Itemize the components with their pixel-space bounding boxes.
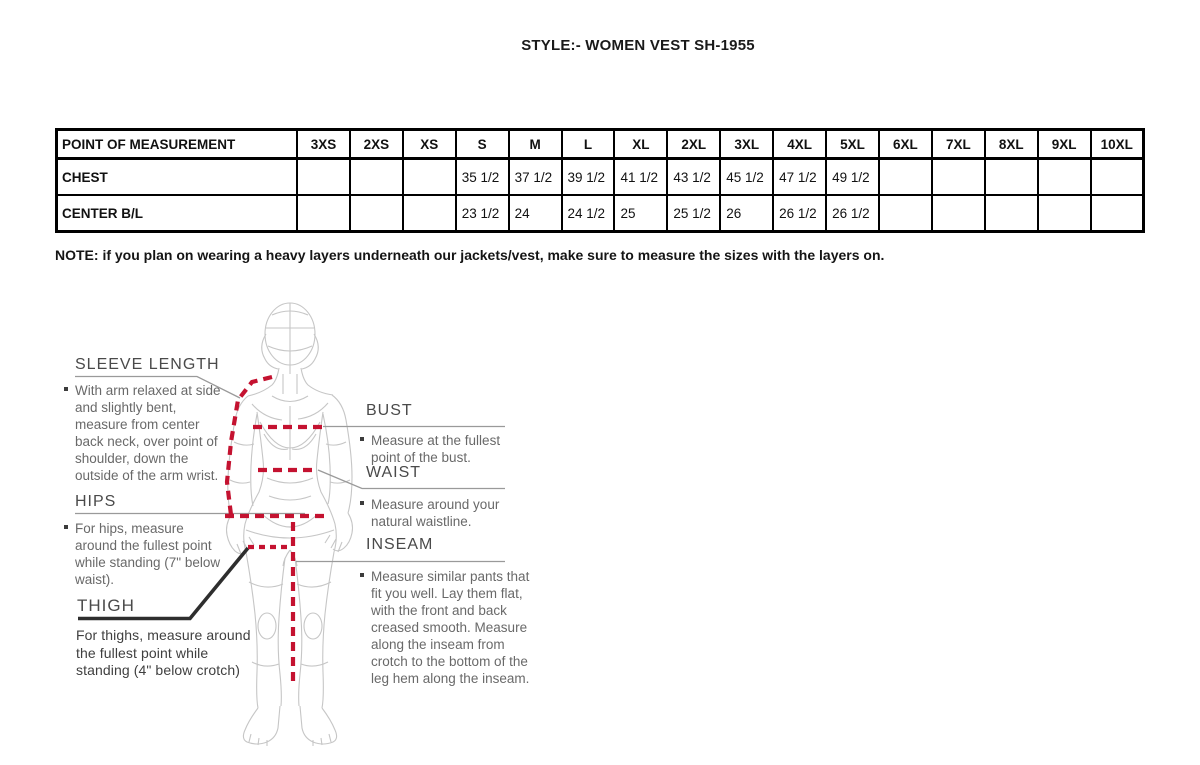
size-column-header: 5XL <box>826 130 879 159</box>
size-value-cell: 43 1/2 <box>667 159 720 196</box>
layers-note: NOTE: if you plan on wearing a heavy layers underneath our jackets/vest, make sure to measure the sizes with the layers on. <box>55 247 885 263</box>
size-column-header: 3XL <box>720 130 773 159</box>
sleeve-length-heading: SLEEVE LENGTH <box>75 356 220 373</box>
size-value-cell: 24 <box>509 195 562 232</box>
size-value-cell <box>932 159 985 196</box>
size-value-cell: 37 1/2 <box>509 159 562 196</box>
size-value-cell: 47 1/2 <box>773 159 826 196</box>
size-column-header: XL <box>614 130 667 159</box>
size-value-cell: 26 <box>720 195 773 232</box>
sleeve-length-description: With arm relaxed at side and slightly bent, measure from center back neck, over point of shoulder, down the outside of the arm wrist. <box>64 382 227 484</box>
measurement-row-label: CHEST <box>57 159 298 196</box>
sleeve-length-measure-line <box>227 377 272 515</box>
size-value-cell: 41 1/2 <box>614 159 667 196</box>
size-column-header: M <box>509 130 562 159</box>
size-value-cell <box>1091 195 1144 232</box>
hips-heading: HIPS <box>75 493 117 510</box>
size-chart-container <box>55 128 1145 233</box>
waist-description: Measure around your natural waistline. <box>360 496 513 530</box>
female-body-wireframe <box>227 303 353 746</box>
inseam-description: Measure similar pants that fit you well. Lay them flat, with the front and back creased smooth. Measure along the inseam from crotch to the bottom of the leg hem along the inseam. <box>360 568 531 687</box>
measurement-row-label: CENTER B/L <box>57 195 298 232</box>
body-measurement-figure <box>0 282 640 752</box>
size-value-cell: 35 1/2 <box>456 159 509 196</box>
size-value-cell <box>1038 159 1091 196</box>
hips-description: For hips, measure around the fullest point while standing (7" below waist). <box>64 520 227 588</box>
size-column-header: XS <box>403 130 456 159</box>
size-value-cell <box>879 159 932 196</box>
size-value-cell <box>985 195 1038 232</box>
size-column-header: 4XL <box>773 130 826 159</box>
size-value-cell: 39 1/2 <box>562 159 615 196</box>
size-value-cell <box>1091 159 1144 196</box>
size-value-cell: 25 1/2 <box>667 195 720 232</box>
waist-heading: WAIST <box>366 464 422 481</box>
size-column-header: 7XL <box>932 130 985 159</box>
size-column-header: S <box>456 130 509 159</box>
bullet-icon <box>360 573 364 577</box>
bullet-icon <box>360 437 364 441</box>
size-value-cell: 45 1/2 <box>720 159 773 196</box>
size-value-cell: 26 1/2 <box>773 195 826 232</box>
size-value-cell <box>350 159 403 196</box>
size-value-cell <box>403 195 456 232</box>
size-column-header: 2XL <box>667 130 720 159</box>
size-value-cell: 26 1/2 <box>826 195 879 232</box>
bust-heading: BUST <box>366 402 413 419</box>
page-title: STYLE:- WOMEN VEST SH-1955 <box>521 37 755 54</box>
bust-description: Measure at the fullest point of the bust. <box>360 432 513 466</box>
table-row <box>57 195 1144 232</box>
size-value-cell <box>985 159 1038 196</box>
size-column-header: 9XL <box>1038 130 1091 159</box>
inseam-heading: INSEAM <box>366 536 434 553</box>
size-value-cell: 25 <box>614 195 667 232</box>
size-value-cell <box>932 195 985 232</box>
bullet-icon <box>64 387 68 391</box>
size-value-cell <box>879 195 932 232</box>
size-column-header: 2XS <box>350 130 403 159</box>
size-chart-table <box>55 128 1145 233</box>
table-row <box>57 159 1144 196</box>
thigh-description: For thighs, measure around the fullest point while standing (4" below crotch) <box>76 627 251 678</box>
bullet-icon <box>360 501 364 505</box>
size-column-header: 3XS <box>297 130 350 159</box>
size-value-cell: 23 1/2 <box>456 195 509 232</box>
size-column-header: 10XL <box>1091 130 1144 159</box>
size-value-cell <box>403 159 456 196</box>
size-value-cell: 24 1/2 <box>562 195 615 232</box>
bullet-icon <box>64 525 68 529</box>
size-value-cell <box>297 159 350 196</box>
measurement-guide-diagram <box>0 282 640 752</box>
size-column-header: L <box>562 130 615 159</box>
size-column-header: 6XL <box>879 130 932 159</box>
size-value-cell <box>1038 195 1091 232</box>
size-column-header: 8XL <box>985 130 1038 159</box>
size-value-cell <box>350 195 403 232</box>
thigh-heading: THIGH <box>77 596 135 615</box>
size-value-cell <box>297 195 350 232</box>
point-of-measurement-header: POINT OF MEASUREMENT <box>57 130 298 159</box>
size-value-cell: 49 1/2 <box>826 159 879 196</box>
